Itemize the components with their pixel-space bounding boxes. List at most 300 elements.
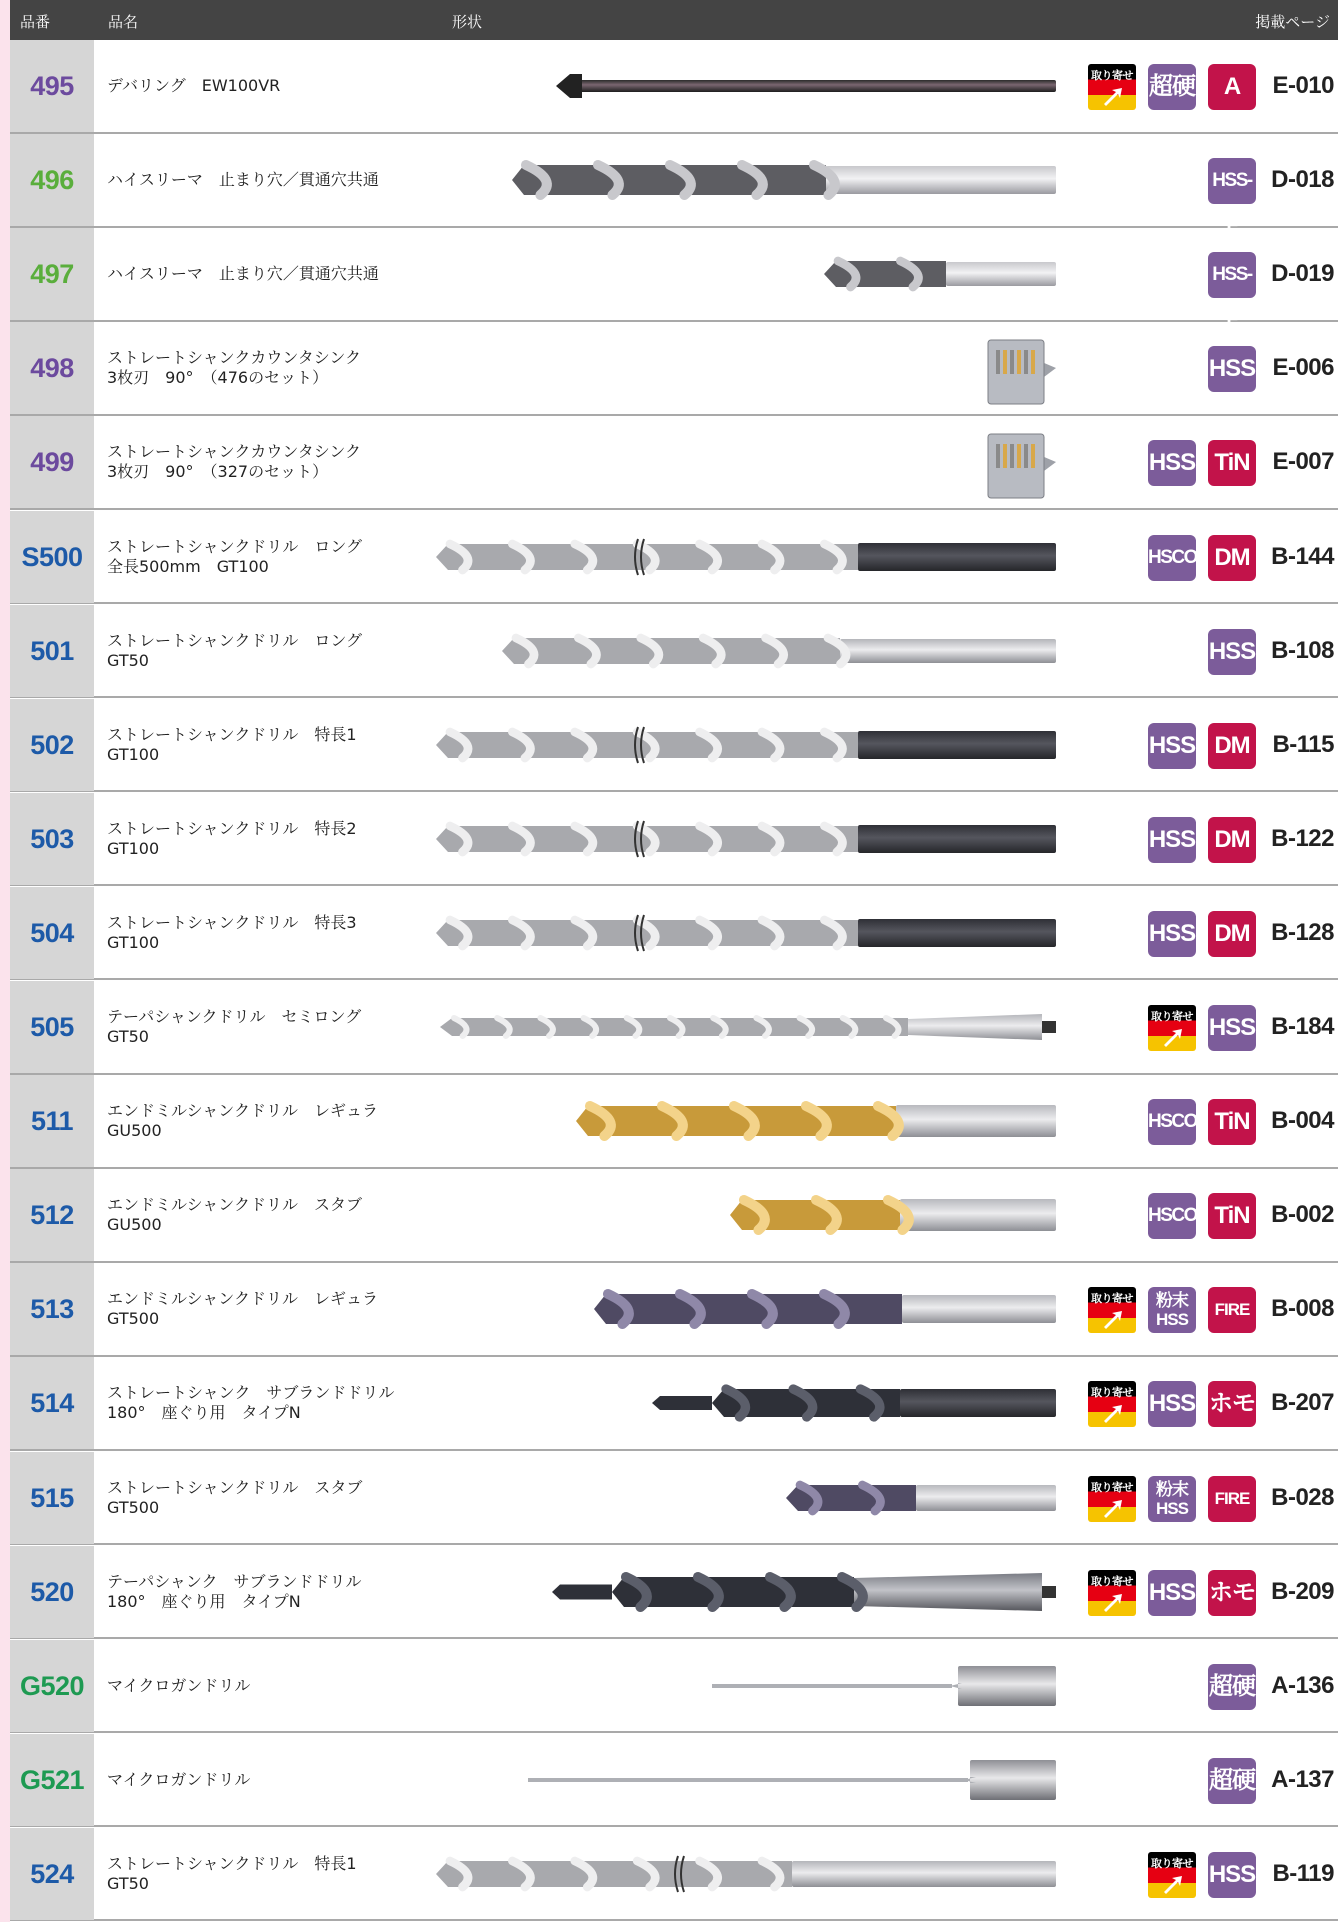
product-name <box>107 981 437 1073</box>
drill-shank <box>902 1295 1056 1323</box>
material-badge-label: TiN <box>1214 1108 1250 1136</box>
order-badge-label: 取り寄せ <box>1091 1480 1133 1494</box>
table-row <box>10 887 1338 981</box>
product-name-line: 3枚刃 90° （476のセット） <box>107 368 329 388</box>
page-reference: B-144 <box>1271 542 1334 570</box>
reamer-long-illustration <box>430 140 1060 220</box>
drill-subland-taper-illustration <box>430 1552 1060 1632</box>
case-tool <box>1017 444 1021 468</box>
set-case-illustration <box>430 422 1060 502</box>
product-no: 498 <box>30 353 74 384</box>
case-tool <box>1024 444 1028 468</box>
material-badge-label: 超硬 <box>1149 73 1195 100</box>
product-no-cell <box>10 1075 94 1167</box>
product-name-line: GT500 <box>107 1309 160 1329</box>
product-shape-image <box>430 1834 1060 1914</box>
table-row <box>10 605 1338 699</box>
product-no-cell <box>10 40 94 132</box>
product-name-line: GT500 <box>107 1497 160 1517</box>
material-badge <box>1208 535 1256 581</box>
order-badge <box>1148 1005 1196 1051</box>
material-badge-label: TiN <box>1214 449 1250 477</box>
product-no: 504 <box>30 917 74 948</box>
product-name-line: ストレートシャンクドリル 特長1 <box>107 1853 357 1873</box>
order-badge <box>1088 1287 1136 1333</box>
product-no: 520 <box>30 1576 74 1607</box>
material-badge <box>1148 535 1196 581</box>
product-no-cell <box>10 228 94 320</box>
material-badge-label: A <box>1223 73 1241 100</box>
product-name <box>107 605 437 697</box>
drill-long-dark-illustration <box>430 893 1060 973</box>
product-shape-image <box>430 1646 1060 1726</box>
arrow-icon <box>1102 86 1124 106</box>
drill-shank <box>858 825 1056 853</box>
product-name-line: エンドミルシャンクドリル レギュラ <box>107 1101 378 1121</box>
product-name <box>107 416 437 508</box>
product-name-line: マイクロガンドリル <box>107 1675 251 1695</box>
product-name <box>107 1169 437 1261</box>
drill-flute-body <box>436 1861 792 1887</box>
material-badge-label: ホモ <box>1209 1578 1255 1606</box>
product-name-line: ストレートシャンクドリル ロング <box>107 630 363 650</box>
product-shape-image <box>430 328 1060 408</box>
material-badge-label: HSS <box>1148 449 1196 477</box>
page-reference: B-008 <box>1271 1295 1334 1323</box>
material-badge-label: FIRE <box>1214 1488 1250 1508</box>
drill-shank <box>826 166 1056 194</box>
page-reference: E-007 <box>1272 448 1334 476</box>
material-badge-label: DM <box>1214 825 1250 853</box>
order-badge <box>1088 1570 1136 1616</box>
table-row <box>10 134 1338 238</box>
material-badge-label: DM <box>1214 919 1250 947</box>
material-badge-label: HSS <box>1148 1390 1196 1418</box>
order-badge-label: 取り寄せ <box>1091 1292 1133 1306</box>
page-reference: D-018 <box>1271 166 1334 194</box>
product-name <box>107 699 437 791</box>
bit-head <box>556 74 582 98</box>
product-no: 514 <box>30 1388 74 1419</box>
product-name <box>107 40 437 132</box>
product-shape-image <box>430 1552 1060 1632</box>
drill-shank <box>854 1573 1042 1611</box>
material-badge-label: HSCO <box>1148 1205 1197 1227</box>
drill-shank <box>896 1105 1056 1137</box>
drill-violet-illustration <box>430 1269 1060 1349</box>
product-no-cell <box>10 1357 94 1449</box>
material-badge <box>1148 1381 1196 1427</box>
arrow-icon <box>1162 1874 1184 1894</box>
table-row <box>10 40 1338 134</box>
material-badge <box>1208 1758 1256 1804</box>
material-badge <box>1208 911 1256 957</box>
material-badge <box>1148 1099 1196 1145</box>
table-row <box>10 322 1338 416</box>
material-badge <box>1148 911 1196 957</box>
case-tool <box>1010 350 1014 374</box>
material-badge-label: FIRE <box>1214 1300 1250 1320</box>
material-badge <box>1148 1193 1196 1239</box>
order-badge <box>1148 1852 1196 1898</box>
header-page: 掲載ページ <box>1255 13 1330 31</box>
material-badge-label: HSS-E <box>1212 170 1252 238</box>
material-badge <box>1208 817 1256 863</box>
table-row <box>10 699 1338 793</box>
drill-tang <box>1042 1021 1056 1033</box>
page-reference: A-136 <box>1271 1671 1334 1699</box>
catalog-page <box>10 0 1338 1922</box>
case-tool <box>996 444 1000 468</box>
material-badge-label: HSCO <box>1148 546 1197 568</box>
product-name-line: 3枚刃 90° （327のセット） <box>107 462 329 482</box>
table-row <box>10 1546 1338 1640</box>
material-badge-label: HSS <box>1148 919 1196 947</box>
drill-shank <box>858 919 1056 947</box>
product-name-line: GT50 <box>107 650 149 670</box>
material-badge <box>1208 440 1256 486</box>
product-name <box>107 1640 437 1732</box>
case-tool <box>1024 350 1028 374</box>
product-shape-image <box>430 517 1060 597</box>
product-shape-image <box>430 422 1060 502</box>
page-reference: B-184 <box>1271 1013 1334 1040</box>
product-name <box>107 793 437 885</box>
drill-gold-short-illustration <box>430 1175 1060 1255</box>
product-shape-image <box>430 46 1060 126</box>
order-badge-label: 取り寄せ <box>1091 1386 1133 1400</box>
case-tool <box>1031 350 1035 374</box>
material-badge-label: HSS <box>1208 637 1256 665</box>
product-no: 501 <box>30 635 74 666</box>
product-name-line: ストレートシャンクドリル ロング <box>107 536 363 556</box>
material-badge <box>1208 1852 1256 1898</box>
gun-drill-tube <box>712 1684 952 1688</box>
table-header <box>10 0 1338 40</box>
table-row <box>10 1357 1338 1451</box>
material-badge <box>1148 1570 1196 1616</box>
product-name <box>107 1546 437 1638</box>
product-no-cell <box>10 793 94 885</box>
page-reference: B-128 <box>1271 918 1334 946</box>
product-no-cell <box>10 416 94 508</box>
case-tool <box>996 350 1000 374</box>
product-name-line: GT100 <box>107 932 160 952</box>
table-row <box>10 1828 1338 1922</box>
product-no-cell <box>10 322 94 414</box>
product-no-cell <box>10 1452 94 1544</box>
product-name <box>107 1357 437 1449</box>
material-badge <box>1148 723 1196 769</box>
product-shape-image <box>430 799 1060 879</box>
table-row <box>10 1263 1338 1357</box>
drill-shank <box>900 1389 1056 1417</box>
material-badge <box>1208 1287 1256 1333</box>
product-no: 496 <box>30 165 74 196</box>
order-badge <box>1088 1476 1136 1522</box>
product-no: 515 <box>30 1482 74 1513</box>
product-no: S500 <box>21 541 83 572</box>
gun-drill-short-illustration <box>430 1646 1060 1726</box>
order-badge-label: 取り寄せ <box>1091 1574 1133 1588</box>
product-name-line: ストレートシャンクドリル 特長3 <box>107 912 357 932</box>
material-badge-label: ホモ <box>1209 1390 1255 1418</box>
material-badge-label: 粉末 HSS <box>1156 1291 1188 1330</box>
material-badge-label: DM <box>1214 731 1250 759</box>
product-no-cell <box>10 1734 94 1826</box>
product-name-line: GT50 <box>107 1027 149 1046</box>
material-badge <box>1148 1476 1196 1522</box>
material-badge-label: HSS <box>1148 731 1196 759</box>
product-name-line: テーパシャンクドリル セミロング <box>107 1007 362 1026</box>
material-badge <box>1208 1570 1256 1616</box>
product-no: G521 <box>19 1764 85 1795</box>
drill-shank <box>858 543 1056 571</box>
product-shape-image <box>430 234 1060 314</box>
product-name <box>107 1828 437 1920</box>
drill-flute-body <box>594 1294 902 1324</box>
product-name-line: 180° 座ぐり用 タイプN <box>107 1403 301 1423</box>
product-name-line: GU500 <box>107 1121 162 1141</box>
product-name-line: エンドミルシャンクドリル レギュラ <box>107 1289 378 1309</box>
drill-pilot <box>552 1584 612 1599</box>
product-shape-image <box>430 705 1060 785</box>
product-shape-image <box>430 1081 1060 1161</box>
material-badge-label: HSS-E <box>1212 264 1252 332</box>
drill-shank <box>946 262 1056 286</box>
material-badge-label: HSCO <box>1148 1111 1197 1133</box>
table-row <box>10 1075 1338 1169</box>
drill-long-silver-illustration <box>430 1834 1060 1914</box>
product-name-line: GT50 <box>107 1873 149 1893</box>
page-reference: B-028 <box>1271 1483 1334 1511</box>
order-badge-label: 取り寄せ <box>1151 1856 1193 1870</box>
material-badge-label: HSS <box>1148 1578 1196 1606</box>
product-shape-image <box>430 1363 1060 1443</box>
material-badge <box>1208 1664 1256 1710</box>
page-reference: E-010 <box>1272 72 1334 99</box>
arrow-icon <box>1102 1403 1124 1423</box>
countersink-bit-illustration <box>430 46 1060 126</box>
bit-shank <box>578 80 1056 92</box>
drill-long-dark-illustration <box>430 517 1060 597</box>
product-no-cell <box>10 1263 94 1355</box>
product-name <box>107 1734 437 1826</box>
drill-subland-illustration <box>430 1363 1060 1443</box>
page-reference: B-207 <box>1271 1389 1334 1417</box>
page-reference: B-004 <box>1271 1107 1334 1135</box>
page-reference: B-209 <box>1271 1577 1334 1605</box>
material-badge <box>1208 1476 1256 1522</box>
material-badge <box>1148 440 1196 486</box>
product-name-line: マイクロガンドリル <box>107 1769 251 1789</box>
product-name <box>107 1263 437 1355</box>
product-no: 502 <box>30 729 74 760</box>
product-no-cell <box>10 1169 94 1261</box>
product-shape-image <box>430 1458 1060 1538</box>
table-row <box>10 228 1338 332</box>
product-shape-image <box>430 987 1060 1067</box>
reamer-short-illustration <box>430 234 1060 314</box>
product-name <box>107 511 437 603</box>
material-badge <box>1208 64 1256 110</box>
order-badge <box>1088 64 1136 110</box>
case-tool <box>1010 444 1014 468</box>
product-no-cell <box>10 1546 94 1638</box>
product-no: 499 <box>30 447 74 478</box>
drill-long-dark-illustration <box>430 799 1060 879</box>
table-row <box>10 1169 1338 1263</box>
product-no-cell <box>10 134 94 226</box>
page-reference: D-019 <box>1271 260 1334 288</box>
product-shape-image <box>430 1175 1060 1255</box>
page-reference: B-122 <box>1271 824 1334 852</box>
product-no: 505 <box>30 1012 74 1042</box>
product-name <box>107 1075 437 1167</box>
material-badge-label: 超硬 <box>1209 1766 1255 1794</box>
drill-shank <box>792 1861 1056 1887</box>
header-product-no: 品番 <box>20 13 51 31</box>
product-no-cell <box>10 887 94 979</box>
product-no-cell <box>10 511 94 603</box>
gun-drill-tube <box>528 1778 968 1782</box>
material-badge-label: DM <box>1214 543 1250 571</box>
table-row <box>10 416 1338 510</box>
material-badge <box>1208 346 1256 392</box>
product-no: G520 <box>19 1670 85 1701</box>
material-badge <box>1208 1381 1256 1427</box>
product-name-line: GT100 <box>107 838 160 858</box>
material-badge-label: HSS <box>1208 355 1256 383</box>
product-name-line: テーパシャンク サブランドドリル <box>107 1571 362 1591</box>
material-badge-label: 超硬 <box>1209 1672 1255 1700</box>
header-shape: 形状 <box>452 13 483 31</box>
product-name-line: 180° 座ぐり用 タイプN <box>107 1591 301 1611</box>
material-badge <box>1208 1005 1256 1051</box>
material-badge-label: HSS <box>1208 1014 1256 1041</box>
product-name-line: ストレートシャンクドリル 特長1 <box>107 724 357 744</box>
case-tool <box>1003 444 1007 468</box>
drill-shank <box>958 1666 1056 1706</box>
product-shape-image <box>430 611 1060 691</box>
arrow-icon <box>1102 1309 1124 1329</box>
product-name-line: ストレートシャンクドリル 特長2 <box>107 818 357 838</box>
material-badge <box>1208 723 1256 769</box>
material-badge <box>1208 252 1256 332</box>
table-row <box>10 981 1338 1075</box>
arrow-icon <box>1102 1592 1124 1612</box>
drill-tang <box>1042 1586 1056 1598</box>
material-badge <box>1208 158 1256 238</box>
case-tool <box>1031 444 1035 468</box>
product-no: 524 <box>30 1858 74 1889</box>
drill-violet-short-illustration <box>430 1458 1060 1538</box>
drill-taper-illustration <box>430 987 1060 1067</box>
product-name <box>107 1452 437 1544</box>
material-badge <box>1148 817 1196 863</box>
material-badge <box>1208 1193 1256 1239</box>
material-badge <box>1148 64 1196 110</box>
page-reference: B-119 <box>1272 1859 1334 1887</box>
case-tool <box>1017 350 1021 374</box>
product-no: 511 <box>30 1106 74 1137</box>
drill-gold-illustration <box>430 1081 1060 1161</box>
drill-shank <box>858 731 1056 759</box>
product-no: 497 <box>30 259 74 290</box>
table-row <box>10 1734 1338 1828</box>
page-reference: E-006 <box>1272 354 1334 382</box>
drill-shank <box>908 1014 1042 1040</box>
product-name-line: GU500 <box>107 1215 162 1235</box>
drill-long-dark-illustration <box>430 705 1060 785</box>
product-name <box>107 134 437 226</box>
table-row <box>10 1452 1338 1546</box>
page-reference: B-002 <box>1271 1201 1334 1229</box>
product-no-cell <box>10 1828 94 1920</box>
product-no: 503 <box>30 823 74 854</box>
product-name <box>107 228 437 320</box>
drill-pilot <box>652 1396 712 1410</box>
drill-shank <box>840 639 1056 663</box>
drill-silver-illustration <box>430 611 1060 691</box>
gun-drill-long-illustration <box>430 1740 1060 1820</box>
table-row <box>10 793 1338 887</box>
product-name-line: ハイスリーマ 止まり穴／貫通穴共通 <box>107 170 379 190</box>
page-reference: B-115 <box>1272 730 1334 758</box>
material-badge-label: 粉末 HSS <box>1156 1479 1188 1518</box>
product-name-line: ストレートシャンクカウンタシンク <box>107 348 362 368</box>
product-name-line: エンドミルシャンクドリル スタブ <box>107 1195 362 1215</box>
product-no-cell <box>10 981 94 1073</box>
product-name <box>107 322 437 414</box>
product-name-line: ストレートシャンクドリル スタブ <box>107 1477 363 1497</box>
material-badge <box>1208 629 1256 675</box>
order-badge-label: 取り寄せ <box>1151 1010 1193 1023</box>
product-name-line: デバリング EW100VR <box>107 76 281 95</box>
order-badge-label: 取り寄せ <box>1091 69 1133 82</box>
product-name <box>107 887 437 979</box>
product-shape-image <box>430 1269 1060 1349</box>
material-badge-label: HSS <box>1208 1860 1256 1888</box>
drill-flute-body <box>502 638 840 664</box>
product-name-line: ハイスリーマ 止まり穴／貫通穴共通 <box>107 264 379 284</box>
page-reference: A-137 <box>1271 1765 1334 1793</box>
product-no: 495 <box>30 71 74 101</box>
arrow-icon <box>1102 1498 1124 1518</box>
drill-shank <box>900 1199 1056 1231</box>
header-product-name: 品名 <box>108 13 139 31</box>
order-badge <box>1088 1381 1136 1427</box>
product-no-cell <box>10 699 94 791</box>
product-no-cell <box>10 605 94 697</box>
product-no: 512 <box>30 1200 74 1231</box>
material-badge-label: HSS <box>1148 825 1196 853</box>
drill-shank <box>970 1760 1056 1800</box>
material-badge <box>1208 1099 1256 1145</box>
material-badge-label: TiN <box>1214 1202 1250 1230</box>
product-name-line: GT100 <box>107 744 160 764</box>
product-shape-image <box>430 1740 1060 1820</box>
product-name-line: ストレートシャンク サブランドドリル <box>107 1383 395 1403</box>
product-shape-image <box>430 140 1060 220</box>
table-row <box>10 511 1338 605</box>
product-shape-image <box>430 893 1060 973</box>
page-reference: B-108 <box>1271 636 1334 664</box>
table-row <box>10 1640 1338 1734</box>
arrow-icon <box>1162 1027 1184 1047</box>
set-case-illustration <box>430 328 1060 408</box>
case-tool <box>1003 350 1007 374</box>
